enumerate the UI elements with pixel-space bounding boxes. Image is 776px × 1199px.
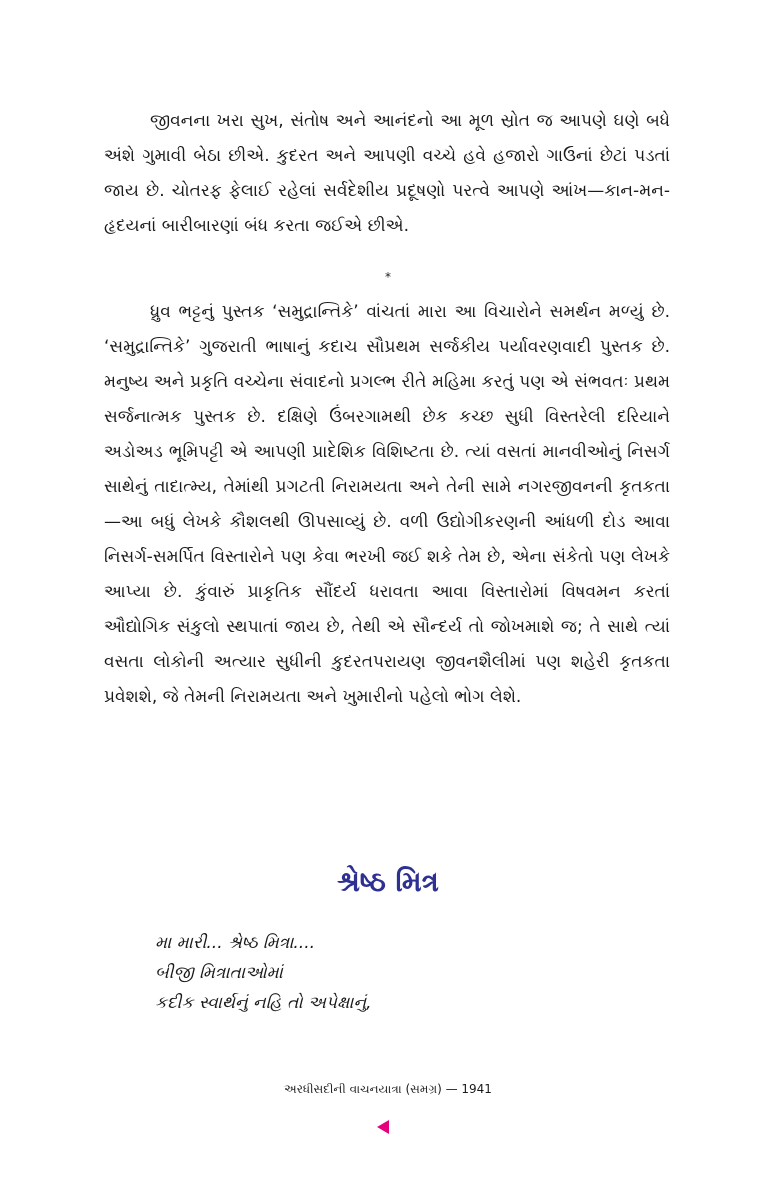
poem-line: બીજી મિત્રાતાઓમાં bbox=[155, 963, 283, 983]
poem bbox=[155, 928, 372, 1018]
section-separator: * bbox=[385, 270, 391, 284]
poem-line: મા મારી... શ્રેષ્ઠ મિત્રા.... bbox=[155, 933, 316, 953]
previous-page-arrow-icon[interactable] bbox=[377, 1120, 389, 1134]
paragraph-1: જીવનના ખરા સુખ, સંતોષ અને આનંદનો આ મૂળ સ્રોત જ આપણે ઘણે બધે અંશે ગુમાવી બેઠા છીએ. કુદરત અને આપણી વચ્ચે હવે હજારો ગાઉનાં છેટાં પડતાં જાય છે. ચોતરફ ફેલાઈ રહેલાં સર્વદેશીય પ્રદૂષણો પરત્વે આપણે આંખ—કાન-મન-હૃદયનાં બારીબારણાં બંધ કરતા જઈએ છીએ. bbox=[104, 111, 670, 236]
page-footer: અરધીસદીની વાચનયાત્રા (સમગ્ર) — 1941 bbox=[284, 1082, 492, 1096]
paragraph-2: ધ્રુવ ભટ્ટનું પુસ્તક ‘સમુદ્રાન્તિકે’ વાંચતાં મારા આ વિચારોને સમર્થન મળ્યું છે. ‘સમુદ્રાન્તિકે’ ગુજરાતી ભાષાનું કદાચ સૌપ્રથમ સર્જકીય પર્યાવરણવાદી પુસ્તક છે. મનુષ્ય અને પ્રકૃતિ વચ્ચેના સંવાદનો પ્રગલ્ભ રીતે મહિમા કરતું પણ એ સંભવતઃ પ્રથમ સર્જનાત્મક પુસ્તક છે. દક્ષિણે ઉંબરગામથી છેક કચ્છ સુધી વિસ્તરેલી દરિયાને અડોઅડ ભૂમિપટ્ટી એ આપણી પ્રાદેશિક વિશિષ્ટતા છે. ત્યાં વસતાં માનવીઓનું નિસર્ગ સાથેનું તાદાત્મ્ય, તેમાંથી પ્રગટતી નિરામયતા અને તેની સામે નગરજીવનની કૃતકતા—આ બધું લેખકે કૌશલથી ઊપસાવ્યું છે. વળી ઉદ્યોગીકરણની આંધળી દોડ આવા નિસર્ગ-સમર્પિત વિસ્તારોને પણ કેવા ભરખી જઈ શકે તેમ છે, એના સંકેતો પણ લેખકે આપ્યા છે. કુંવારું પ્રાકૃતિક સૌંદર્ય ધરાવતા આવા વિસ્તારોમાં વિષવમન કરતાં ઔદ્યોગિક સંકુલો સ્થપાતાં જાય છે, તેથી એ સૌન્દર્ય તો જોખમાશે જ; તે સાથે ત્યાં વસતા લોકોની અત્યાર સુધીની કુદરતપરાયણ જીવનશૈલીમાં પણ શહેરી કૃતકતા પ્રવેશશે, જે તેમની નિરામયતા અને ખુમારીનો પહેલો ભોગ લેશે. bbox=[104, 302, 670, 707]
section-title: શ્રેષ્ઠ મિત્ર bbox=[337, 865, 439, 898]
poem-line: કદીક સ્વાર્થનું નહિ તો અપેક્ષાનું, bbox=[155, 993, 372, 1013]
